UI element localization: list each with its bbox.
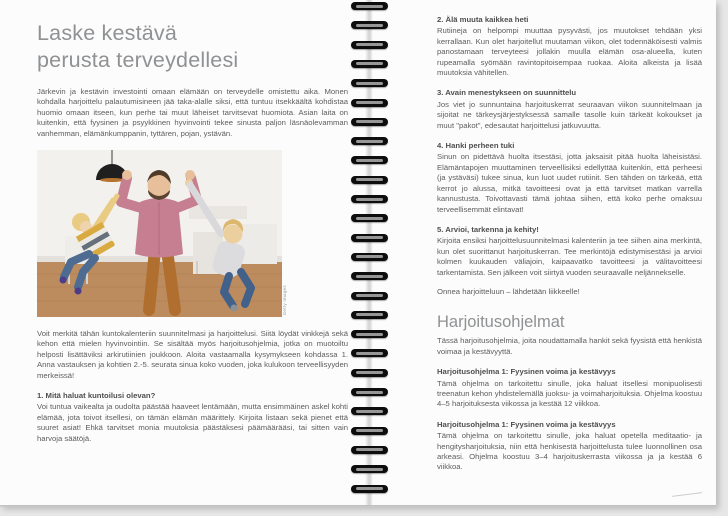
page-title	[37, 20, 348, 74]
calendar-paragraph: Voit merkitä tähän kuntokalenteriin suunnitelmasi ja harjoittelusi. Siitä löydät vinkkejä sekä kehon että mielen hyvinvointiin. Se sisältää myös harjoitusohjelmia, jotka on muotoiltu helposti lisättäviksi arkirutiinien joukkoon. Aloita vastaamalla kysymykseen kohdassa 1. Anna vastauksen ja kohtien 2.-5. seurata sinua koko vuoden, joka kulukoon terveellisyyden merkeissä!	[37, 329, 348, 380]
page-bottom-edge	[0, 505, 716, 507]
binding-coil	[351, 369, 388, 377]
binding-coil	[351, 253, 388, 261]
page-corner-curl	[672, 492, 702, 497]
spiral-binding	[351, 0, 388, 505]
binding-coil	[351, 272, 388, 280]
binding-coil	[351, 137, 388, 145]
section-5-heading: 5. Arvioi, tarkenna ja kehity!	[437, 224, 539, 234]
binding-coil	[351, 311, 388, 319]
section-5	[437, 225, 702, 278]
binding-coil	[351, 118, 388, 126]
section-2	[437, 15, 702, 78]
section-3	[437, 88, 702, 131]
binding-coil	[351, 349, 388, 357]
program-2	[437, 420, 702, 473]
binding-coil	[351, 156, 388, 164]
shelf	[189, 206, 247, 219]
binding-coil	[351, 407, 388, 415]
binding-coil	[351, 388, 388, 396]
binding-coil	[351, 2, 388, 10]
binding-coil	[351, 427, 388, 435]
section-3-heading: 3. Avain menestykseen on suunnittelu	[437, 88, 577, 98]
program-1-heading: Harjoitusohjelma 1: Fyysinen voima ja kestävyys	[437, 367, 616, 377]
section-2-text: Rutiineja on helpompi muuttaa pysyvästi, jos muutokset tehdään yksi kerrallaan. Kun olet harjoitellut muutaman viikon, olet todennäköisesti valmis panostamaan terveyteesi jollakin muulla elämän osa-alueella, kuten rupeamalla syömään ravintopitoisempaa ruokaa. Aloita alkeista ja lisää muutoksia vähitellen.	[437, 26, 702, 78]
section-4-text: Sinun on pidettävä huolta itsestäsi, jotta jaksaisit pitää huolta läheisistäsi. Elämäntapojen muuttaminen terveellisiksi edellyttää kuitenkin, että perheesi (ja ystäväsi) tukee sinua, kun luot uudet rutiinit. Sen tähden on tärkeää, että kerrot jo alussa, mitkä tavoitteesi ovat ja että tarvitset matkan varrella kannustusta. Toivottavasti tämä johtaa siihen, että koko perhe omaksuu terveellisemmät elintavat!	[437, 152, 702, 214]
photo-credit: Getty Images	[281, 284, 287, 316]
family-photo	[37, 150, 287, 317]
binding-coil	[351, 214, 388, 222]
section-4-heading: 4. Hanki perheen tuki	[437, 141, 515, 151]
section-5-text: Kirjoita ensiksi harjoittelusuunnitelmasi kalenteriin ja tee siihen aina merkintä, kun olet suorittanut harjoituskerran. Tee merkintöjä edistymisestäsi ja arvioi kolmen kuukauden väliajoin, kaipaavatko tavoitteesi ja välitavoitteesi tarkentamista. Sen jälkeen voit siirtyä vuoden seuraavalle neljännekselle.	[437, 236, 702, 277]
program-1	[437, 367, 702, 410]
family-photo-illustration	[37, 150, 282, 317]
page-title-line2: perusta terveydellesi	[37, 48, 239, 72]
binding-coil	[351, 292, 388, 300]
section-4	[437, 141, 702, 215]
binding-coil	[351, 234, 388, 242]
program-1-text: Tämä ohjelma on tarkoitettu sinulle, joka haluat itsellesi monipuolisesti treenatun kehon yhdistelemällä juoksu- ja voimaharjoituksia. Ohjelma koostuu 4–5 harjoituksesta viikossa ja kestää 12 viikkoa.	[437, 378, 702, 409]
intro-paragraph: Järkevin ja kestävin investointi omaan elämään on terveydelle omistettu aika. Monen kohdalla harjoittelu palautumisineen jää taka-alalle siksi, että tuntuu itsekkäältä kohdistaa huomio omaan itseen, kun perhe tai muut läheiset tarvitsevat huomiota. Asian laita on kuitenkin, että fyysinen ja psyykkinen hyvinvointi tekee sinusta paljon läsnäolevamman vanhemman, elämänkumppanin, tyttären, pojan, ystävän.	[37, 87, 348, 138]
left-page	[37, 20, 348, 444]
binding-coil	[351, 446, 388, 454]
binding-coil	[351, 99, 388, 107]
section-2-heading: 2. Älä muuta kaikkea heti	[437, 15, 529, 24]
programs-title: Harjoitusohjelmat	[437, 313, 565, 332]
question-1-heading: 1. Mitä haluat kuntoilusi olevan?	[37, 391, 156, 401]
right-page	[437, 15, 702, 473]
binding-coil	[351, 176, 388, 184]
binding-coil	[351, 330, 388, 338]
program-2-heading: Harjoitusohjelma 1: Fyysinen voima ja kestävyys	[437, 419, 616, 429]
programs-intro: Tässä harjoitusohjelmia, joita noudattamalla hankit sekä fyysistä että henkistä voimaa ja kestävyyttä.	[437, 336, 702, 356]
binding-coil	[351, 195, 388, 203]
page-title-line1: Laske kestävä	[37, 21, 178, 45]
section-3-text: Jos viet jo sunnuntaina harjoituskerrat seuraavan viikon suunnitelmaan ja sijoitat ne tärkeysjärjestyksessä samalle tasolle kuin tärkeät kokoukset ja muut "pakot", edesautat harjoittelusi jatkuvuutta.	[437, 99, 702, 130]
program-2-text: Tämä ohjelma on tarkoitettu sinulle, joka haluat opetella meditaatio- ja hengitysharjoituksia, niin että henkisestä harjoittelusta tulee luonnollinen osa arkeasi. Ohjelma koostuu 3–4 harjoituskerrasta viikossa ja ja kestää 6 viikkoa.	[437, 431, 702, 472]
binding-coil	[351, 79, 388, 87]
binding-coil	[351, 60, 388, 68]
binding-coil	[351, 465, 388, 473]
binding-coil	[351, 41, 388, 49]
question-1-text: Voi tuntua vaikealta ja oudolta päästää haaveet lentämään, mutta ensimmäinen askel kohti elämää, jota toivot itsellesi, on tämän elämän määrittely. Kirjoita listaan sekä pienet että suuret asiat! Ehkä tarvitset monia muutoksia päästäksesi päämäärääsi, tai sitten vain harvoja säätöjä.	[37, 402, 348, 443]
binding-coil	[351, 21, 388, 29]
closing-line: Onnea harjoitteluun – lähdetään liikkeelle!	[437, 286, 580, 296]
binding-coil	[351, 485, 388, 493]
